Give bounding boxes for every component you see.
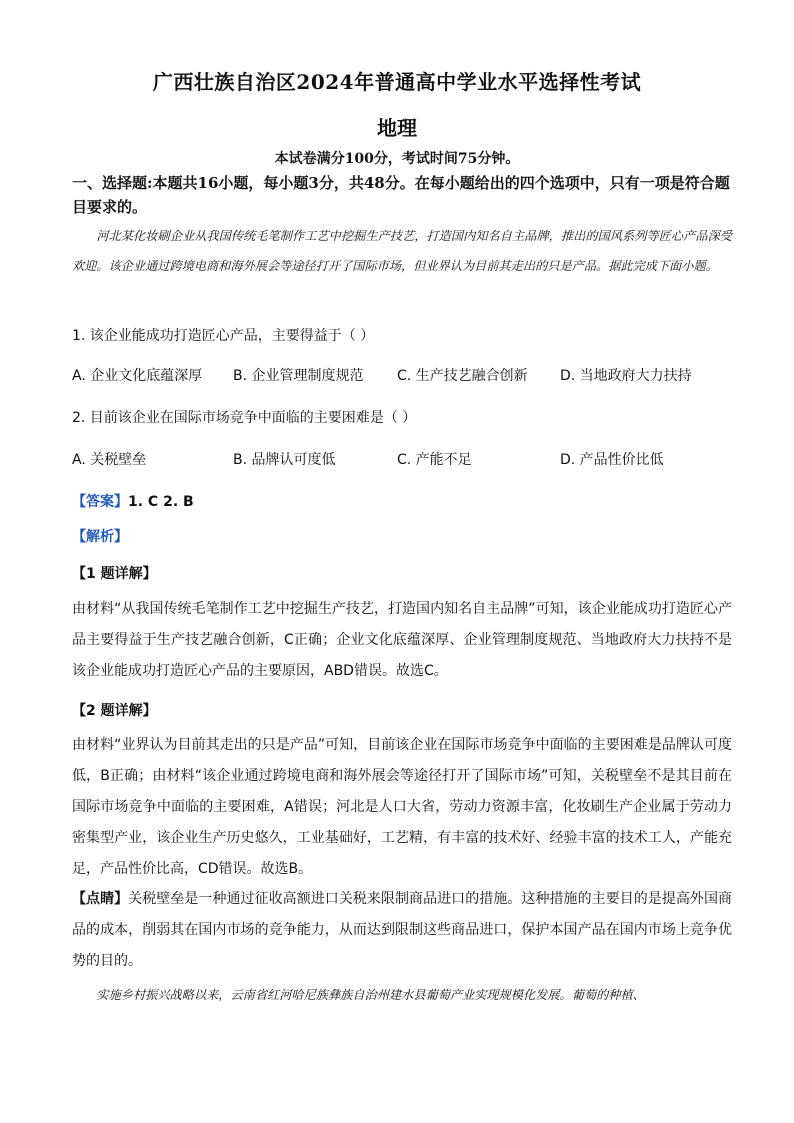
detail-1-text: 由材料“从我国传统毛笔制作工艺中挖掘生产技艺，打造国内知名自主品牌”可知，该企业能成功打造匠心产品主要得益于生产技艺融合创新，C正确；企业文化底蕴深厚、企业管理制度规范、当地政府大力扶持不是该企业能成功打造匠心产品的主要原因，ABD错误。故选C。 (72, 601, 732, 679)
material-passage-2: 实施乡村振兴战略以来，云南省红河哈尼族彝族自治州建水县葡萄产业实现规模化发展。葡萄的种植、 (96, 988, 645, 1002)
question-2-stem: 2. 目前该企业在国际市场竞争中面临的主要困难是（ ） (72, 410, 417, 426)
answer-value: 1. C 2. B (128, 494, 194, 510)
question-1-options (72, 365, 732, 387)
subject-title: 地理 (377, 116, 417, 140)
option-a: A. 企业文化底蕴深厚 (72, 368, 203, 384)
exam-info: 本试卷满分100分，考试时间75分钟。 (274, 151, 520, 167)
answer-label: 【答案】 (72, 494, 128, 510)
option-c: C. 生产技艺融合创新 (397, 368, 528, 384)
option-d: D. 当地政府大力扶持 (560, 368, 692, 384)
detail-2-text: 由材料“业界认为目前其走出的只是产品”可知，目前该企业在国际市场竞争中面临的主要困难是品牌认可度低，B正确；由材料“该企业通过跨境电商和海外展会等途径打开了国际市场”可知，关税壁垒不是其目前在国际市场竞争中面临的主要困难，A错误；河北是人口大省，劳动力资源丰富，化妆刷生产企业属于劳动力密集型产业，该企业生产历史悠久，工业基础好，工艺精，有丰富的技术好、经验丰富的技术工人，产能充足，产品性价比高，CD错误。故选B。 (72, 737, 732, 877)
detail-2-label: 【2 题详解】 (72, 703, 157, 719)
tip-paragraph (72, 884, 732, 977)
tip-text: 关税壁垒是一种通过征收高额进口关税来限制商品进口的措施。这种措施的主要目的是提高外国商品的成本，削弱其在国内市场的竞争能力，从而达到限制这些商品进口，保护本国产品在国内市场上竞争优势的目的。 (72, 891, 733, 969)
material-passage-1: 河北某化妆刷企业从我国传统毛笔制作工艺中挖掘生产技艺，打造国内知名自主品牌，推出的国风系列等匠心产品深受欢迎。该企业通过跨境电商和海外展会等途径打开了国际市场，但业界认为目前其走出的只是产品。据此完成下面小题。 (72, 229, 732, 273)
tip-label: 【点睛】 (72, 891, 129, 907)
question-2-options (72, 449, 732, 471)
option-c: C. 产能不足 (397, 452, 472, 468)
answer-line (72, 491, 194, 511)
exam-title: 广西壮族自治区2024年普通高中学业水平选择性考试 (152, 70, 642, 94)
option-b: B. 品牌认可度低 (233, 452, 336, 468)
option-b: B. 企业管理制度规范 (233, 368, 364, 384)
option-a: A. 关税壁垒 (72, 452, 147, 468)
detail-1-label: 【1 题详解】 (72, 566, 157, 582)
question-1-stem: 1. 该企业能成功打造匠心产品，主要得益于（ ） (72, 328, 375, 344)
section-heading: 一、选择题:本题共16小题，每小题3分，共48分。在每小题给出的四个选项中，只有一项是符合题目要求的。 (72, 174, 730, 216)
analysis-label: 【解析】 (72, 529, 128, 545)
option-d: D. 产品性价比低 (560, 452, 664, 468)
